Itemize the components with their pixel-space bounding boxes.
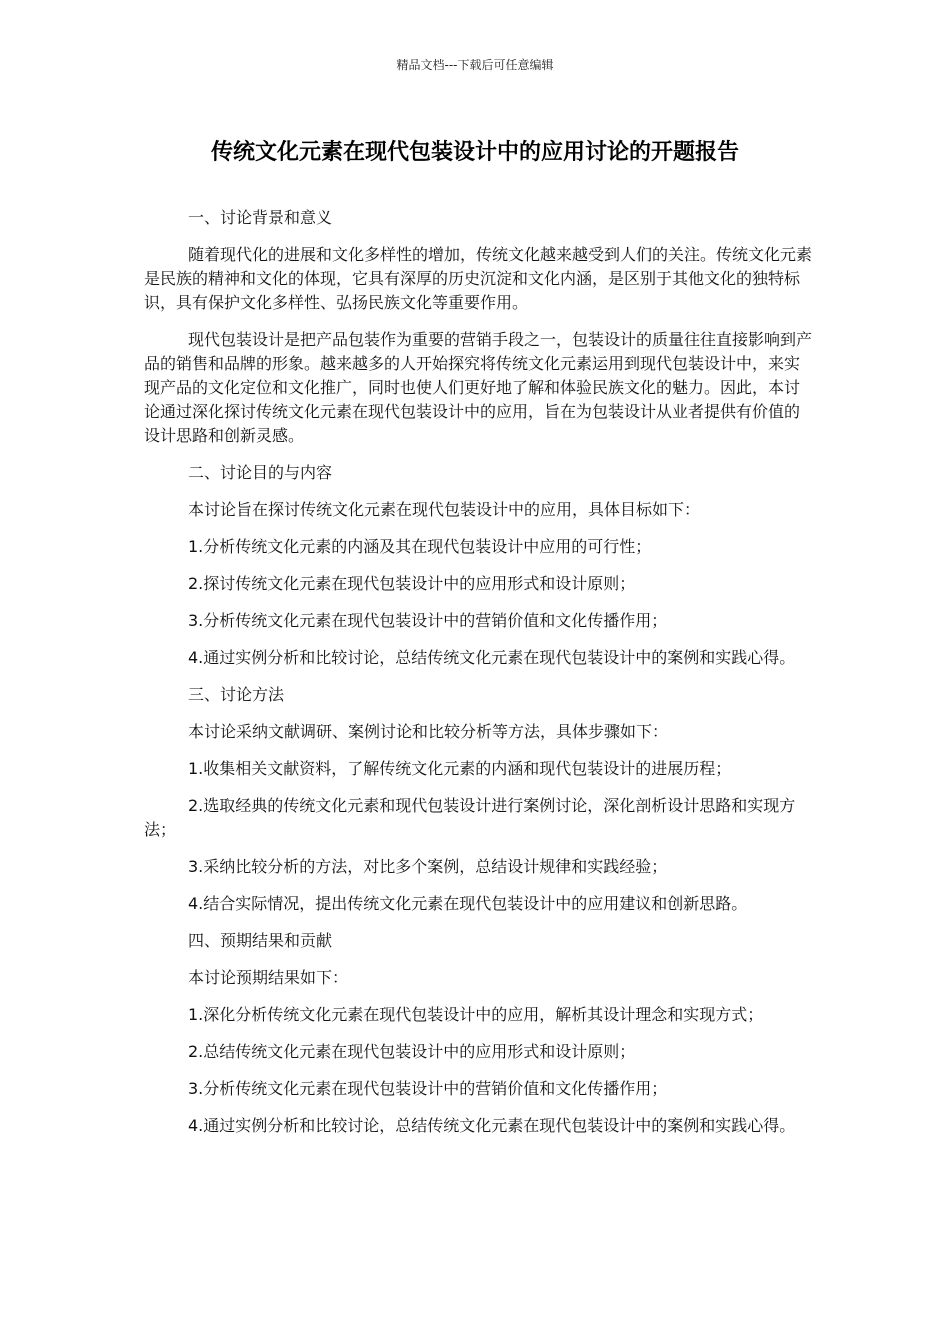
document-title: 传统文化元素在现代包装设计中的应用讨论的开题报告: [210, 140, 739, 165]
page-header: 精品文档---下载后可任意编辑: [396, 58, 554, 72]
list-item: 1.收集相关文献资料，了解传统文化元素的内涵和现代包装设计的进展历程；: [188, 759, 732, 778]
paragraph: 本讨论采纳文献调研、案例讨论和比较分析等方法，具体步骤如下：: [188, 722, 669, 741]
list-item: 1.深化分析传统文化元素在现代包装设计中的应用，解析其设计理念和实现方式；: [188, 1005, 764, 1024]
list-item: 2.探讨传统文化元素在现代包装设计中的应用形式和设计原则；: [188, 574, 636, 593]
list-item: 4.通过实例分析和比较讨论，总结传统文化元素在现代包装设计中的案例和实践心得。: [188, 1116, 796, 1135]
list-item: 3.分析传统文化元素在现代包装设计中的营销价值和文化传播作用；: [188, 1079, 668, 1098]
list-item: 1.分析传统文化元素的内涵及其在现代包装设计中应用的可行性；: [188, 537, 652, 556]
list-item: 4.通过实例分析和比较讨论，总结传统文化元素在现代包装设计中的案例和实践心得。: [188, 648, 796, 667]
section-heading-results: 四、预期结果和贡献: [188, 931, 333, 950]
list-item: 3.分析传统文化元素在现代包装设计中的营销价值和文化传播作用；: [188, 611, 668, 630]
section-heading-methods: 三、讨论方法: [188, 685, 285, 704]
paragraph: 本讨论旨在探讨传统文化元素在现代包装设计中的应用，具体目标如下：: [188, 500, 701, 519]
document-body: [144, 206, 812, 1151]
list-item: 4.结合实际情况，提出传统文化元素在现代包装设计中的应用建议和创新思路。: [188, 894, 748, 913]
paragraph: 本讨论预期结果如下：: [188, 968, 349, 987]
list-item: 2.总结传统文化元素在现代包装设计中的应用形式和设计原则；: [188, 1042, 636, 1061]
paragraph: 随着现代化的进展和文化多样性的增加，传统文化越来越受到人们的关注。传统文化元素是民族的精神和文化的体现，它具有深厚的历史沉淀和文化内涵，是区别于其他文化的独特标识，具有保护文化多样性、弘扬民族文化等重要作用。: [144, 245, 813, 312]
list-item: 2.选取经典的传统文化元素和现代包装设计进行案例讨论，深化剖析设计思路和实现方法；: [144, 796, 796, 839]
paragraph: 现代包装设计是把产品包装作为重要的营销手段之一，包装设计的质量往往直接影响到产品的销售和品牌的形象。越来越多的人开始探究将传统文化元素运用到现代包装设计中，来实现产品的文化定位和文化推广，同时也使人们更好地了解和体验民族文化的魅力。因此，本讨论通过深化探讨传统文化元素在现代包装设计中的应用，旨在为包装设计从业者提供有价值的设计思路和创新灵感。: [144, 330, 813, 445]
list-item: 3.采纳比较分析的方法，对比多个案例，总结设计规律和实践经验；: [188, 857, 668, 876]
section-heading-objectives: 二、讨论目的与内容: [188, 463, 333, 482]
section-heading-background: 一、讨论背景和意义: [188, 208, 333, 227]
